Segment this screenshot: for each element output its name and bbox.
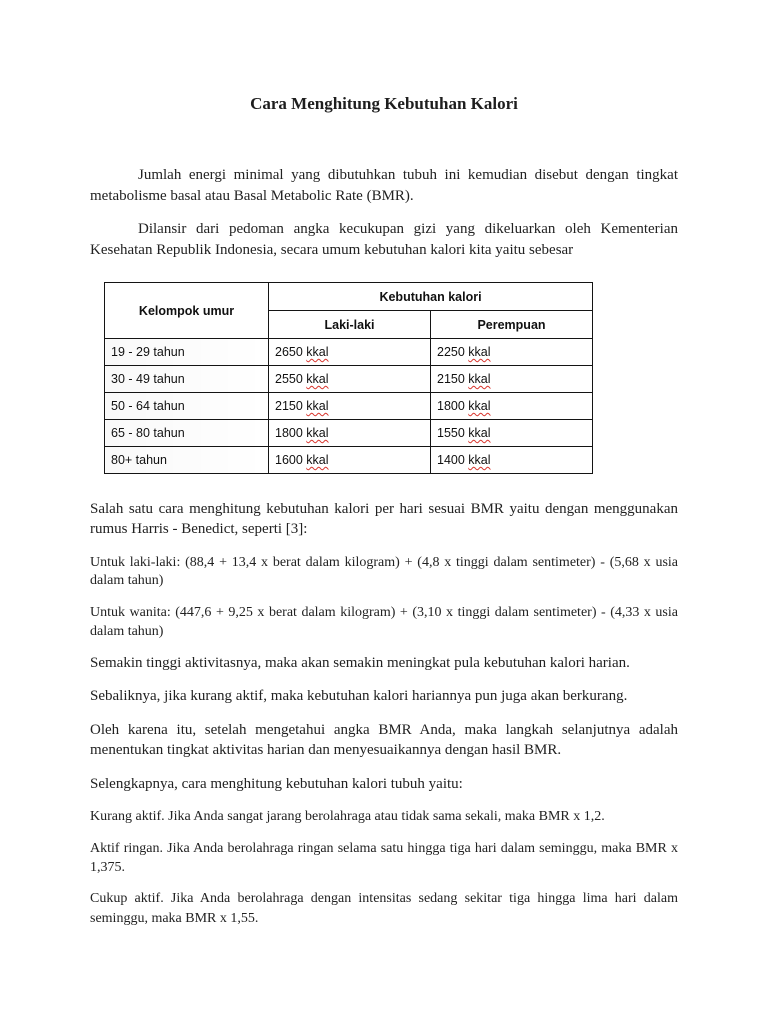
calorie-unit: kkal xyxy=(468,453,491,467)
male-calorie-cell xyxy=(269,447,431,474)
male-calorie-value: 2550 kkal xyxy=(275,372,329,386)
female-calorie-cell xyxy=(431,393,593,420)
paragraph-inactive-note: Sebaliknya, jika kurang aktif, maka kebutuhan kalori hariannya pun juga akan berkurang. xyxy=(90,688,628,704)
female-calorie-cell xyxy=(431,366,593,393)
table-row xyxy=(105,447,593,474)
age-group-cell: 19 - 29 tahun xyxy=(105,339,269,366)
table-row xyxy=(105,420,593,447)
calorie-unit: kkal xyxy=(306,399,329,413)
male-calorie-value: 2150 kkal xyxy=(275,399,329,413)
header-calorie-needs: Kebutuhan kalori xyxy=(269,283,593,311)
activity-level-moderate: Cukup aktif. Jika Anda berolahraga dengan intensitas sedang sekitar tiga hingga lima hari dalam seminggu, maka BMR x 1,55. xyxy=(90,891,678,926)
activity-level-light: Aktif ringan. Jika Anda berolahraga ringan selama satu hingga tiga hari dalam seminggu, maka BMR x 1,375. xyxy=(90,841,678,875)
female-calorie-value: 1400 kkal xyxy=(437,453,491,467)
activity-level-low: Kurang aktif. Jika Anda sangat jarang berolahraga atau tidak sama sekali, maka BMR x 1,2. xyxy=(90,809,605,824)
table-row xyxy=(105,339,593,366)
calorie-unit: kkal xyxy=(468,345,491,359)
calorie-needs-table xyxy=(104,282,593,474)
formula-male: Untuk laki-laki: (88,4 + 13,4 x berat dalam kilogram) + (4,8 x tinggi dalam sentimeter) - (5,68 x usia dalam tahun) xyxy=(90,555,678,588)
formula-female: Untuk wanita: (447,6 + 9,25 x berat dalam kilogram) + (3,10 x tinggi dalam sentimeter) - (4,33 x usia dalam tahun) xyxy=(90,605,678,639)
age-group-cell: 80+ tahun xyxy=(105,447,269,474)
male-calorie-cell xyxy=(269,366,431,393)
paragraph-activity-levels-intro: Selengkapnya, cara menghitung kebutuhan kalori tubuh yaitu: xyxy=(90,776,463,792)
paragraph-next-step: Oleh karena itu, setelah mengetahui angka BMR Anda, maka langkah selanjutnya adalah menentukan tingkat aktivitas harian dan menyesuaikannya dengan hasil BMR. xyxy=(90,722,678,758)
male-calorie-cell xyxy=(269,420,431,447)
paragraph-bmr-definition: Jumlah energi minimal yang dibutuhkan tubuh ini kemudian disebut dengan tingkat metabolisme basal atau Basal Metabolic Rate (BMR). xyxy=(90,167,678,204)
male-calorie-value: 1600 kkal xyxy=(275,453,329,467)
male-calorie-cell xyxy=(269,393,431,420)
female-calorie-value: 2150 kkal xyxy=(437,372,491,386)
calorie-unit: kkal xyxy=(468,399,491,413)
header-age-group: Kelompok umur xyxy=(105,283,269,339)
male-calorie-value: 1800 kkal xyxy=(275,426,329,440)
table-row xyxy=(105,366,593,393)
female-calorie-cell xyxy=(431,420,593,447)
calorie-unit: kkal xyxy=(306,453,329,467)
male-calorie-cell xyxy=(269,339,431,366)
calorie-unit: kkal xyxy=(306,345,329,359)
table-row xyxy=(105,393,593,420)
female-calorie-cell xyxy=(431,447,593,474)
header-male: Laki-laki xyxy=(269,311,431,339)
calorie-unit: kkal xyxy=(306,426,329,440)
paragraph-harris-benedict-intro: Salah satu cara menghitung kebutuhan kalori per hari sesuai BMR yaitu dengan menggunakan rumus Harris - Benedict, seperti [3]: xyxy=(90,501,678,537)
female-calorie-value: 2250 kkal xyxy=(437,345,491,359)
male-calorie-value: 2650 kkal xyxy=(275,345,329,359)
age-group-cell: 65 - 80 tahun xyxy=(105,420,269,447)
female-calorie-cell xyxy=(431,339,593,366)
age-group-cell: 50 - 64 tahun xyxy=(105,393,269,420)
table-header-row xyxy=(105,283,593,311)
calorie-unit: kkal xyxy=(306,372,329,386)
calorie-unit: kkal xyxy=(468,426,491,440)
paragraph-kemenkes-intro: Dilansir dari pedoman angka kecukupan gizi yang dikeluarkan oleh Kementerian Kesehatan Republik Indonesia, secara umum kebutuhan kalori kita yaitu sebesar xyxy=(90,221,678,258)
header-female: Perempuan xyxy=(431,311,593,339)
calorie-unit: kkal xyxy=(468,372,491,386)
female-calorie-value: 1550 kkal xyxy=(437,426,491,440)
document-title: Cara Menghitung Kebutuhan Kalori xyxy=(250,94,518,113)
female-calorie-value: 1800 kkal xyxy=(437,399,491,413)
age-group-cell: 30 - 49 tahun xyxy=(105,366,269,393)
paragraph-activity-note: Semakin tinggi aktivitasnya, maka akan semakin meningkat pula kebutuhan kalori harian. xyxy=(90,655,630,671)
